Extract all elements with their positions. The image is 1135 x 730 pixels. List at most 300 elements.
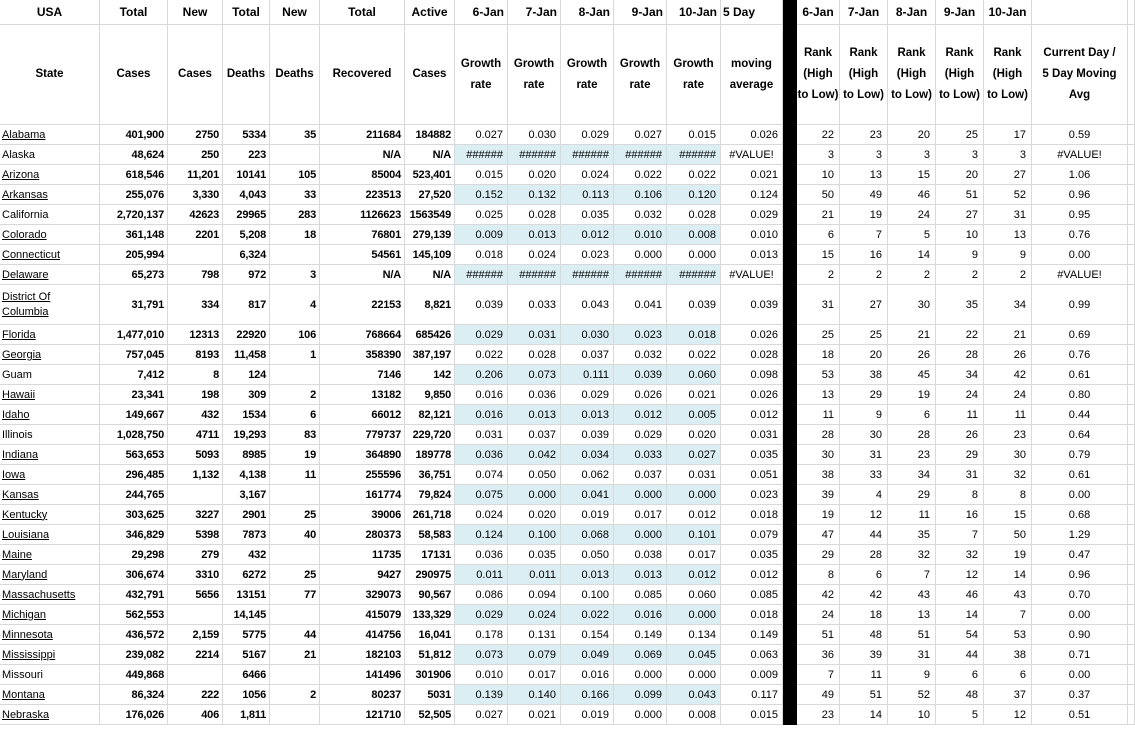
cell-growth-rate[interactable]: 0.020	[508, 505, 561, 525]
cell-growth-rate[interactable]: 0.031	[667, 465, 721, 485]
cell-growth-rate[interactable]: 0.132	[508, 185, 561, 205]
cell-growth-rate[interactable]: 0.101	[667, 525, 721, 545]
cell-state[interactable]	[0, 565, 100, 585]
cell-cases[interactable]: 65,273	[100, 265, 168, 285]
cell-rank[interactable]: 46	[936, 585, 984, 605]
header-new_cases-top[interactable]: New	[168, 0, 223, 25]
cell-active[interactable]: 16,041	[405, 625, 455, 645]
cell-rank[interactable]: 30	[888, 285, 936, 325]
cell-rank[interactable]: 32	[936, 545, 984, 565]
cell-rank[interactable]: 3	[888, 145, 936, 165]
cell-rank[interactable]: 6	[984, 665, 1032, 685]
cell-growth-rate[interactable]: 0.037	[614, 465, 667, 485]
cell-growth-rate[interactable]: 0.013	[508, 405, 561, 425]
cell-new_deaths[interactable]	[270, 365, 320, 385]
cell-new_deaths[interactable]: 1	[270, 345, 320, 365]
cell-rank[interactable]: 30	[840, 425, 888, 445]
cell-growth-rate[interactable]: 0.022	[561, 605, 614, 625]
cell-growth-rate[interactable]: 0.010	[455, 665, 508, 685]
cell-rank[interactable]: 15	[888, 165, 936, 185]
cell-new_deaths[interactable]: 21	[270, 645, 320, 665]
cell-cases[interactable]: 7,412	[100, 365, 168, 385]
header-r2[interactable]	[888, 25, 936, 125]
cell-rank[interactable]: 51	[840, 685, 888, 705]
cell-new_deaths[interactable]	[270, 245, 320, 265]
cell-rank[interactable]: 17	[984, 125, 1032, 145]
cell-deaths[interactable]: 6466	[223, 665, 270, 685]
cell-deaths[interactable]: 5167	[223, 645, 270, 665]
cell-rank[interactable]: 22	[797, 125, 840, 145]
cell-state[interactable]	[0, 205, 100, 225]
cell-rank[interactable]: 9	[984, 245, 1032, 265]
cell-rank[interactable]: 31	[984, 205, 1032, 225]
cell-active[interactable]: 290975	[405, 565, 455, 585]
cell-active[interactable]: 5031	[405, 685, 455, 705]
cell-five-day-average[interactable]: 0.098	[721, 365, 783, 385]
cell-growth-rate[interactable]: 0.018	[667, 325, 721, 345]
cell-new_cases[interactable]: 8193	[168, 345, 223, 365]
cell-new_cases[interactable]: 5398	[168, 525, 223, 545]
cell-rank[interactable]: 2	[840, 265, 888, 285]
cell-rank[interactable]: 19	[888, 385, 936, 405]
header-active[interactable]	[405, 25, 455, 125]
cell-growth-rate[interactable]: 0.039	[614, 365, 667, 385]
header-r0[interactable]	[797, 25, 840, 125]
cell-rank[interactable]: 53	[797, 365, 840, 385]
cell-growth-rate[interactable]: 0.085	[614, 585, 667, 605]
cell-growth-rate[interactable]: 0.152	[455, 185, 508, 205]
cell-growth-rate[interactable]: 0.069	[614, 645, 667, 665]
header-active-top[interactable]: Active	[405, 0, 455, 25]
cell-state[interactable]	[0, 665, 100, 685]
cell-rank[interactable]: 34	[936, 365, 984, 385]
cell-recovered[interactable]: 280373	[320, 525, 405, 545]
cell-growth-rate[interactable]: 0.000	[614, 705, 667, 725]
cell-recovered[interactable]: 66012	[320, 405, 405, 425]
cell-rank[interactable]: 14	[840, 705, 888, 725]
cell-empty[interactable]	[1128, 325, 1135, 345]
cell-deaths[interactable]: 223	[223, 145, 270, 165]
cell-growth-rate[interactable]: 0.009	[455, 225, 508, 245]
cell-growth-rate[interactable]: ######	[561, 145, 614, 165]
cell-growth-rate[interactable]: 0.023	[614, 325, 667, 345]
cell-rank[interactable]: 32	[984, 465, 1032, 485]
cell-cases[interactable]: 239,082	[100, 645, 168, 665]
cell-growth-rate[interactable]: ######	[561, 265, 614, 285]
cell-rank[interactable]: 11	[888, 505, 936, 525]
header-sliver-top[interactable]	[1128, 0, 1135, 25]
cell-empty[interactable]	[1128, 545, 1135, 565]
cell-deaths[interactable]: 4,138	[223, 465, 270, 485]
cell-current-over-average[interactable]: 0.76	[1032, 225, 1128, 245]
cell-empty[interactable]	[1128, 405, 1135, 425]
cell-cases[interactable]: 436,572	[100, 625, 168, 645]
cell-active[interactable]: 58,583	[405, 525, 455, 545]
cell-new_deaths[interactable]: 33	[270, 185, 320, 205]
cell-five-day-average[interactable]: 0.010	[721, 225, 783, 245]
cell-empty[interactable]	[1128, 625, 1135, 645]
cell-new_cases[interactable]: 5656	[168, 585, 223, 605]
cell-growth-rate[interactable]: 0.131	[508, 625, 561, 645]
cell-rank[interactable]: 9	[936, 245, 984, 265]
cell-new_cases[interactable]: 798	[168, 265, 223, 285]
cell-rank[interactable]: 3	[840, 145, 888, 165]
cell-growth-rate[interactable]: 0.100	[508, 525, 561, 545]
cell-empty[interactable]	[1128, 285, 1135, 325]
cell-rank[interactable]: 7	[984, 605, 1032, 625]
cell-deaths[interactable]: 309	[223, 385, 270, 405]
cell-active[interactable]: 52,505	[405, 705, 455, 725]
cell-current-over-average[interactable]: #VALUE!	[1032, 265, 1128, 285]
cell-rank[interactable]: 15	[797, 245, 840, 265]
cell-growth-rate[interactable]: 0.000	[614, 665, 667, 685]
cell-active[interactable]: 229,720	[405, 425, 455, 445]
cell-rank[interactable]: 39	[840, 645, 888, 665]
cell-rank[interactable]: 37	[984, 685, 1032, 705]
cell-empty[interactable]	[1128, 425, 1135, 445]
cell-empty[interactable]	[1128, 365, 1135, 385]
cell-growth-rate[interactable]: 0.005	[667, 405, 721, 425]
cell-current-over-average[interactable]: 1.06	[1032, 165, 1128, 185]
header-r2-top[interactable]: 8-Jan	[888, 0, 936, 25]
cell-new_deaths[interactable]: 11	[270, 465, 320, 485]
cell-cases[interactable]: 48,624	[100, 145, 168, 165]
cell-state[interactable]	[0, 265, 100, 285]
cell-growth-rate[interactable]: 0.013	[561, 405, 614, 425]
cell-new_deaths[interactable]: 3	[270, 265, 320, 285]
cell-rank[interactable]: 44	[936, 645, 984, 665]
cell-recovered[interactable]: 141496	[320, 665, 405, 685]
cell-five-day-average[interactable]: 0.012	[721, 565, 783, 585]
cell-deaths[interactable]: 4,043	[223, 185, 270, 205]
cell-growth-rate[interactable]: 0.100	[561, 585, 614, 605]
cell-rank[interactable]: 24	[797, 605, 840, 625]
cell-growth-rate[interactable]: 0.013	[508, 225, 561, 245]
cell-cases[interactable]: 346,829	[100, 525, 168, 545]
cell-current-over-average[interactable]: 0.68	[1032, 505, 1128, 525]
cell-five-day-average[interactable]: #VALUE!	[721, 145, 783, 165]
cell-rank[interactable]: 43	[888, 585, 936, 605]
cell-active[interactable]: 90,567	[405, 585, 455, 605]
cell-state[interactable]	[0, 425, 100, 445]
cell-new_deaths[interactable]: 2	[270, 685, 320, 705]
cell-empty[interactable]	[1128, 445, 1135, 465]
cell-rank[interactable]: 33	[840, 465, 888, 485]
cell-growth-rate[interactable]: 0.166	[561, 685, 614, 705]
header-g3[interactable]	[614, 25, 667, 125]
cell-empty[interactable]	[1128, 605, 1135, 625]
cell-recovered[interactable]: 358390	[320, 345, 405, 365]
header-new_deaths[interactable]	[270, 25, 320, 125]
cell-current-over-average[interactable]: 0.64	[1032, 425, 1128, 445]
cell-rank[interactable]: 31	[936, 465, 984, 485]
cell-recovered[interactable]: 22153	[320, 285, 405, 325]
cell-rank[interactable]: 6	[840, 565, 888, 585]
cell-growth-rate[interactable]: 0.016	[455, 385, 508, 405]
cell-growth-rate[interactable]: 0.025	[455, 205, 508, 225]
cell-cases[interactable]: 432,791	[100, 585, 168, 605]
header-new_cases[interactable]	[168, 25, 223, 125]
cell-new_deaths[interactable]: 77	[270, 585, 320, 605]
header-cases[interactable]	[100, 25, 168, 125]
cell-rank[interactable]: 47	[797, 525, 840, 545]
cell-cases[interactable]: 757,045	[100, 345, 168, 365]
cell-growth-rate[interactable]: 0.079	[508, 645, 561, 665]
cell-rank[interactable]: 35	[888, 525, 936, 545]
cell-rank[interactable]: 48	[936, 685, 984, 705]
cell-active[interactable]: 36,751	[405, 465, 455, 485]
cell-rank[interactable]: 36	[797, 645, 840, 665]
cell-recovered[interactable]: 1126623	[320, 205, 405, 225]
header-five_day-top[interactable]: 5 Day	[721, 0, 783, 25]
cell-rank[interactable]: 10	[936, 225, 984, 245]
cell-growth-rate[interactable]: 0.034	[561, 445, 614, 465]
cell-deaths[interactable]: 22920	[223, 325, 270, 345]
header-deaths-top[interactable]: Total	[223, 0, 270, 25]
cell-rank[interactable]: 5	[888, 225, 936, 245]
cell-recovered[interactable]: 54561	[320, 245, 405, 265]
cell-rank[interactable]: 20	[888, 125, 936, 145]
header-state[interactable]	[0, 25, 100, 125]
cell-rank[interactable]: 18	[797, 345, 840, 365]
cell-growth-rate[interactable]: 0.016	[614, 605, 667, 625]
cell-growth-rate[interactable]: 0.019	[561, 705, 614, 725]
cell-rank[interactable]: 23	[797, 705, 840, 725]
cell-empty[interactable]	[1128, 125, 1135, 145]
cell-empty[interactable]	[1128, 245, 1135, 265]
cell-state[interactable]	[0, 625, 100, 645]
cell-rank[interactable]: 20	[936, 165, 984, 185]
cell-recovered[interactable]: 9427	[320, 565, 405, 585]
cell-growth-rate[interactable]: 0.068	[561, 525, 614, 545]
header-deaths[interactable]	[223, 25, 270, 125]
cell-new_cases[interactable]: 279	[168, 545, 223, 565]
cell-growth-rate[interactable]: 0.060	[667, 365, 721, 385]
cell-deaths[interactable]: 817	[223, 285, 270, 325]
cell-rank[interactable]: 10	[888, 705, 936, 725]
header-r3[interactable]	[936, 25, 984, 125]
cell-growth-rate[interactable]: 0.016	[561, 665, 614, 685]
cell-empty[interactable]	[1128, 385, 1135, 405]
cell-rank[interactable]: 26	[936, 425, 984, 445]
cell-five-day-average[interactable]: 0.124	[721, 185, 783, 205]
cell-new_deaths[interactable]: 35	[270, 125, 320, 145]
cell-growth-rate[interactable]: 0.017	[508, 665, 561, 685]
cell-current-over-average[interactable]: 0.70	[1032, 585, 1128, 605]
cell-empty[interactable]	[1128, 145, 1135, 165]
cell-recovered[interactable]: 211684	[320, 125, 405, 145]
cell-growth-rate[interactable]: 0.029	[614, 425, 667, 445]
cell-empty[interactable]	[1128, 565, 1135, 585]
cell-new_deaths[interactable]: 106	[270, 325, 320, 345]
cell-empty[interactable]	[1128, 185, 1135, 205]
cell-five-day-average[interactable]: 0.028	[721, 345, 783, 365]
cell-active[interactable]: 685426	[405, 325, 455, 345]
cell-five-day-average[interactable]: 0.012	[721, 405, 783, 425]
cell-five-day-average[interactable]: 0.063	[721, 645, 783, 665]
cell-five-day-average[interactable]: 0.026	[721, 325, 783, 345]
cell-current-over-average[interactable]: 0.37	[1032, 685, 1128, 705]
cell-growth-rate[interactable]: 0.045	[667, 645, 721, 665]
cell-active[interactable]: 261,718	[405, 505, 455, 525]
cell-new_cases[interactable]: 3,330	[168, 185, 223, 205]
cell-cases[interactable]: 205,994	[100, 245, 168, 265]
cell-cases[interactable]: 361,148	[100, 225, 168, 245]
cell-five-day-average[interactable]: 0.079	[721, 525, 783, 545]
cell-deaths[interactable]: 19,293	[223, 425, 270, 445]
cell-recovered[interactable]: 13182	[320, 385, 405, 405]
cell-state[interactable]	[0, 165, 100, 185]
cell-cases[interactable]: 23,341	[100, 385, 168, 405]
header-cases-top[interactable]: Total	[100, 0, 168, 25]
cell-five-day-average[interactable]: 0.018	[721, 505, 783, 525]
cell-state[interactable]	[0, 245, 100, 265]
cell-rank[interactable]: 34	[888, 465, 936, 485]
cell-growth-rate[interactable]: 0.022	[667, 345, 721, 365]
header-current[interactable]	[1032, 25, 1128, 125]
cell-current-over-average[interactable]: 0.61	[1032, 365, 1128, 385]
cell-state[interactable]	[0, 465, 100, 485]
header-g3-top[interactable]: 9-Jan	[614, 0, 667, 25]
cell-five-day-average[interactable]: 0.117	[721, 685, 783, 705]
cell-deaths[interactable]: 8985	[223, 445, 270, 465]
cell-state[interactable]	[0, 345, 100, 365]
cell-five-day-average[interactable]: #VALUE!	[721, 265, 783, 285]
cell-recovered[interactable]: 329073	[320, 585, 405, 605]
cell-new_deaths[interactable]	[270, 605, 320, 625]
cell-growth-rate[interactable]: 0.024	[455, 505, 508, 525]
cell-empty[interactable]	[1128, 585, 1135, 605]
cell-growth-rate[interactable]: 0.042	[508, 445, 561, 465]
cell-active[interactable]: 82,121	[405, 405, 455, 425]
cell-recovered[interactable]: 223513	[320, 185, 405, 205]
header-r4[interactable]	[984, 25, 1032, 125]
cell-growth-rate[interactable]: 0.036	[455, 445, 508, 465]
cell-deaths[interactable]: 11,458	[223, 345, 270, 365]
cell-current-over-average[interactable]: 0.00	[1032, 245, 1128, 265]
cell-growth-rate[interactable]: 0.008	[667, 225, 721, 245]
cell-rank[interactable]: 14	[936, 605, 984, 625]
cell-growth-rate[interactable]: 0.029	[455, 325, 508, 345]
cell-rank[interactable]: 34	[984, 285, 1032, 325]
cell-growth-rate[interactable]: 0.000	[614, 525, 667, 545]
cell-five-day-average[interactable]: 0.039	[721, 285, 783, 325]
cell-current-over-average[interactable]: 0.44	[1032, 405, 1128, 425]
cell-rank[interactable]: 18	[840, 605, 888, 625]
cell-growth-rate[interactable]: 0.024	[508, 245, 561, 265]
cell-growth-rate[interactable]: 0.037	[561, 345, 614, 365]
cell-rank[interactable]: 53	[984, 625, 1032, 645]
cell-cases[interactable]: 255,076	[100, 185, 168, 205]
cell-growth-rate[interactable]: 0.062	[561, 465, 614, 485]
cell-state[interactable]	[0, 545, 100, 565]
cell-growth-rate[interactable]: 0.120	[667, 185, 721, 205]
cell-rank[interactable]: 23	[984, 425, 1032, 445]
cell-growth-rate[interactable]: 0.013	[614, 565, 667, 585]
cell-five-day-average[interactable]: 0.035	[721, 445, 783, 465]
cell-growth-rate[interactable]: 0.012	[561, 225, 614, 245]
cell-growth-rate[interactable]: ######	[614, 145, 667, 165]
cell-deaths[interactable]: 6272	[223, 565, 270, 585]
cell-current-over-average[interactable]: 1.29	[1032, 525, 1128, 545]
cell-rank[interactable]: 7	[936, 525, 984, 545]
cell-new_cases[interactable]: 1,132	[168, 465, 223, 485]
cell-growth-rate[interactable]: 0.140	[508, 685, 561, 705]
cell-growth-rate[interactable]: 0.030	[561, 325, 614, 345]
cell-growth-rate[interactable]: 0.206	[455, 365, 508, 385]
cell-recovered[interactable]: 80237	[320, 685, 405, 705]
cell-new_deaths[interactable]	[270, 145, 320, 165]
cell-rank[interactable]: 29	[888, 485, 936, 505]
cell-rank[interactable]: 11	[797, 405, 840, 425]
cell-current-over-average[interactable]: #VALUE!	[1032, 145, 1128, 165]
cell-rank[interactable]: 10	[797, 165, 840, 185]
cell-growth-rate[interactable]: 0.035	[508, 545, 561, 565]
header-g1-top[interactable]: 7-Jan	[508, 0, 561, 25]
cell-growth-rate[interactable]: 0.074	[455, 465, 508, 485]
cell-rank[interactable]: 27	[936, 205, 984, 225]
cell-cases[interactable]: 303,625	[100, 505, 168, 525]
cell-current-over-average[interactable]: 0.00	[1032, 665, 1128, 685]
cell-rank[interactable]: 46	[888, 185, 936, 205]
cell-rank[interactable]: 14	[888, 245, 936, 265]
cell-growth-rate[interactable]: 0.022	[667, 165, 721, 185]
cell-new_cases[interactable]	[168, 665, 223, 685]
cell-growth-rate[interactable]: 0.041	[561, 485, 614, 505]
cell-new_cases[interactable]	[168, 605, 223, 625]
cell-cases[interactable]: 618,546	[100, 165, 168, 185]
cell-rank[interactable]: 2	[936, 265, 984, 285]
header-g0[interactable]	[455, 25, 508, 125]
cell-active[interactable]: 189778	[405, 445, 455, 465]
header-g4-top[interactable]: 10-Jan	[667, 0, 721, 25]
cell-growth-rate[interactable]: 0.043	[667, 685, 721, 705]
cell-cases[interactable]: 29,298	[100, 545, 168, 565]
cell-growth-rate[interactable]: 0.017	[667, 545, 721, 565]
cell-cases[interactable]: 1,477,010	[100, 325, 168, 345]
cell-state[interactable]	[0, 145, 100, 165]
cell-five-day-average[interactable]: 0.018	[721, 605, 783, 625]
cell-cases[interactable]: 296,485	[100, 465, 168, 485]
cell-current-over-average[interactable]: 0.61	[1032, 465, 1128, 485]
cell-rank[interactable]: 26	[888, 345, 936, 365]
cell-new_cases[interactable]: 4711	[168, 425, 223, 445]
cell-empty[interactable]	[1128, 705, 1135, 725]
cell-new_cases[interactable]: 406	[168, 705, 223, 725]
cell-deaths[interactable]: 13151	[223, 585, 270, 605]
cell-empty[interactable]	[1128, 485, 1135, 505]
cell-empty[interactable]	[1128, 525, 1135, 545]
cell-rank[interactable]: 38	[984, 645, 1032, 665]
cell-state[interactable]	[0, 525, 100, 545]
cell-new_deaths[interactable]: 25	[270, 505, 320, 525]
cell-rank[interactable]: 52	[984, 185, 1032, 205]
cell-rank[interactable]: 19	[840, 205, 888, 225]
cell-rank[interactable]: 27	[984, 165, 1032, 185]
cell-current-over-average[interactable]: 0.47	[1032, 545, 1128, 565]
cell-growth-rate[interactable]: 0.018	[455, 245, 508, 265]
cell-growth-rate[interactable]: 0.024	[561, 165, 614, 185]
cell-active[interactable]: 79,824	[405, 485, 455, 505]
cell-new_cases[interactable]	[168, 485, 223, 505]
cell-rank[interactable]: 25	[840, 325, 888, 345]
cell-new_deaths[interactable]	[270, 545, 320, 565]
cell-recovered[interactable]: 161774	[320, 485, 405, 505]
cell-rank[interactable]: 7	[840, 225, 888, 245]
cell-current-over-average[interactable]: 0.90	[1032, 625, 1128, 645]
cell-cases[interactable]: 176,026	[100, 705, 168, 725]
cell-new_cases[interactable]: 334	[168, 285, 223, 325]
